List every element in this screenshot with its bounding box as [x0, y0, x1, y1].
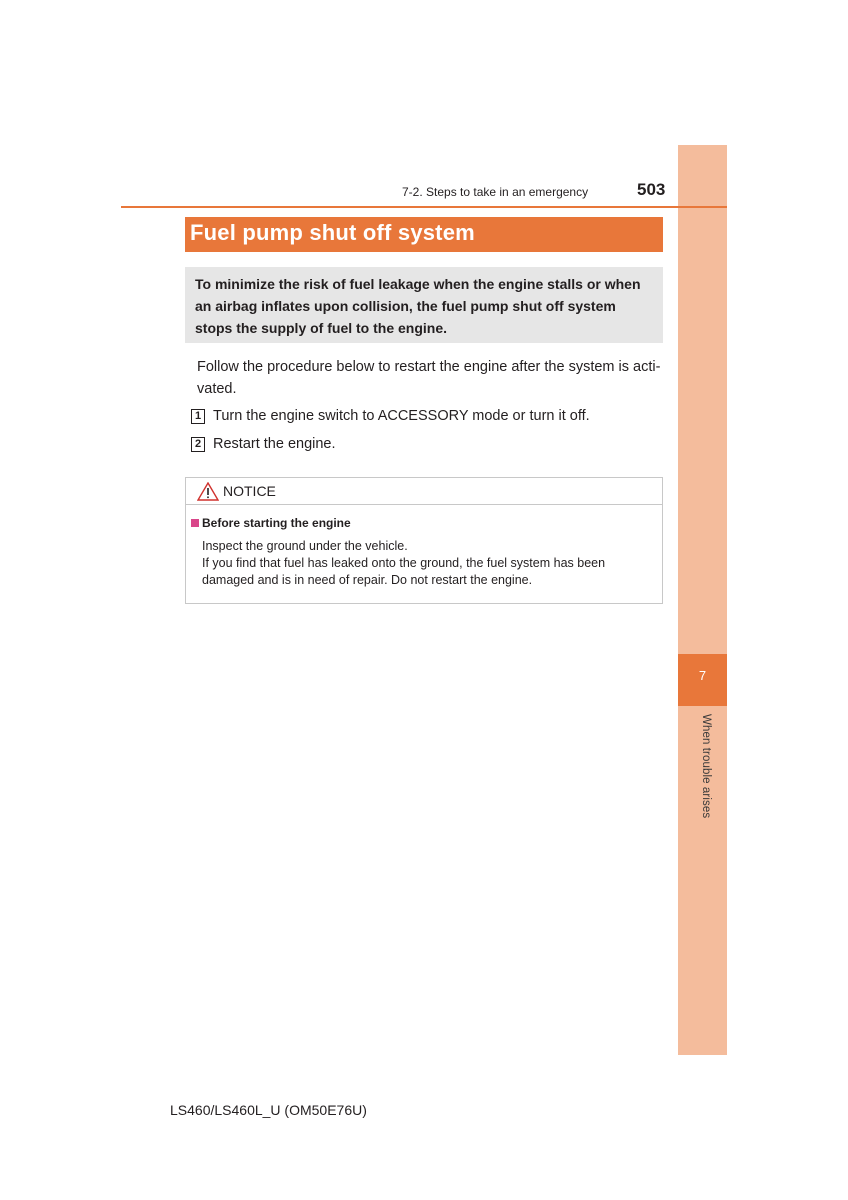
- chapter-number-tab: [678, 654, 727, 706]
- step-text-2: Restart the engine.: [213, 436, 336, 452]
- notice-box: [185, 477, 663, 604]
- notice-heading: NOTICE: [223, 483, 276, 499]
- step-text-1: Turn the engine switch to ACCESSORY mode or turn it off.: [213, 408, 590, 424]
- warning-triangle-icon: [197, 482, 219, 501]
- body-paragraph: [197, 356, 661, 400]
- step-2: [191, 436, 336, 452]
- page-number: 503: [637, 180, 666, 199]
- step-number-2: 2: [191, 437, 205, 452]
- body-line-1: Follow the procedure below to restart the engine after the system is acti-: [197, 359, 661, 375]
- bullet-square-icon: [191, 519, 199, 527]
- chapter-number: 7: [698, 668, 707, 683]
- step-1: [191, 408, 590, 424]
- chapter-title: When trouble arises: [700, 714, 712, 819]
- step-number-1: 1: [191, 409, 205, 424]
- header-section: 7-2. Steps to take in an emergency: [402, 185, 589, 199]
- notice-header: [186, 478, 662, 505]
- header-rule: [121, 206, 727, 208]
- body-line-2: vated.: [197, 381, 237, 397]
- notice-body: [202, 538, 657, 589]
- notice-subheading-row: [191, 516, 351, 530]
- side-tab: [678, 145, 727, 1055]
- footer-model: LS460/LS460L_U (OM50E76U): [170, 1102, 367, 1118]
- notice-line-1: Inspect the ground under the vehicle.: [202, 539, 408, 553]
- section-title: Fuel pump shut off system: [185, 217, 663, 252]
- notice-subheading: Before starting the engine: [202, 516, 351, 530]
- notice-line-2: If you find that fuel has leaked onto the ground, the fuel system has been damaged and is in need of repair. Do not restart the engine.: [202, 556, 606, 587]
- intro-box: To minimize the risk of fuel leakage when the engine stalls or when an airbag inflates upon collision, the fuel pump shut off system stops the supply of fuel to the engine.: [185, 267, 663, 343]
